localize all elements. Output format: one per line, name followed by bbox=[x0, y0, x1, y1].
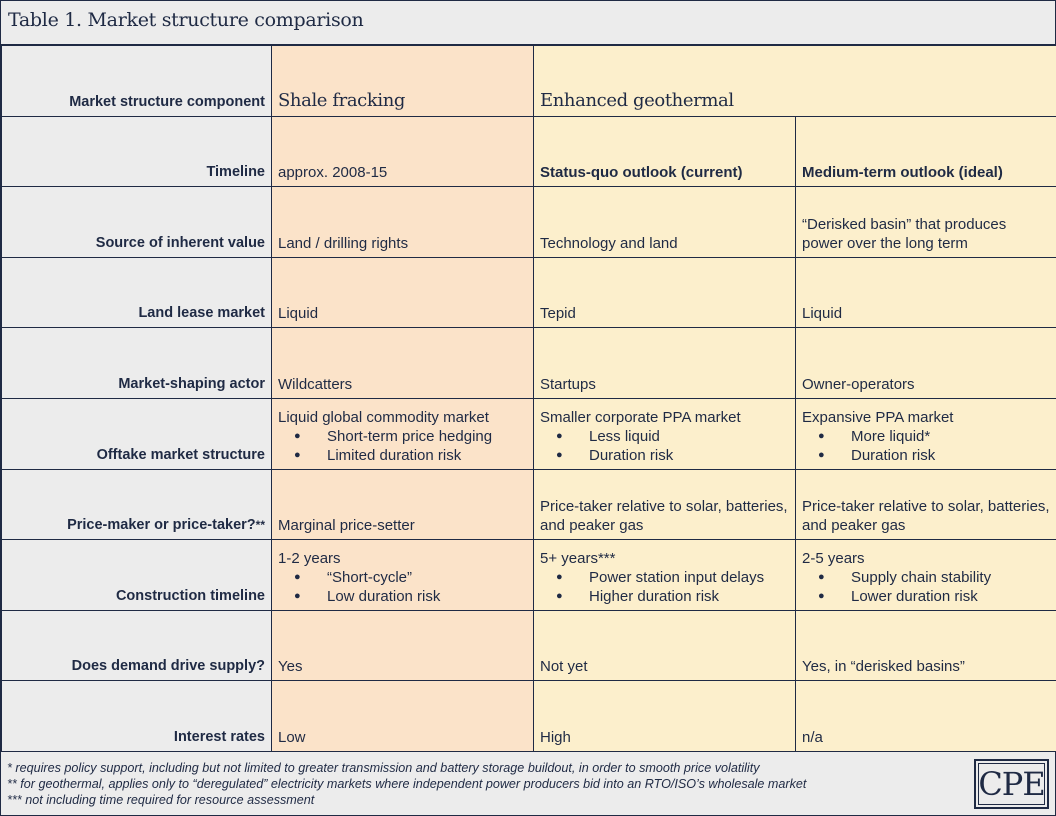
cell-status-price: Price-taker relative to solar, batteries, and peaker gas bbox=[534, 469, 796, 540]
row-label-actor: Market-shaping actor bbox=[2, 328, 272, 399]
cell-status-offtake bbox=[534, 398, 796, 469]
table-row-value bbox=[2, 187, 1056, 258]
cell-status-value: Technology and land bbox=[534, 187, 796, 258]
cell-medium-timeline: Medium-term outlook (ideal) bbox=[796, 116, 1056, 187]
column-header-geothermal: Enhanced geothermal bbox=[534, 46, 1056, 117]
bullet-item: ● Short-term price hedging bbox=[278, 427, 527, 446]
cell-text: Expansive PPA market bbox=[802, 408, 954, 426]
logo-text: CPE bbox=[978, 765, 1045, 803]
cell-shale-construction bbox=[272, 540, 534, 611]
bullet-item: ● Lower duration risk bbox=[802, 587, 1051, 606]
row-label-demand: Does demand drive supply? bbox=[2, 610, 272, 681]
table-row-offtake bbox=[2, 398, 1056, 469]
cell-status-construction bbox=[534, 540, 796, 611]
row-label-timeline: Timeline bbox=[2, 116, 272, 187]
column-header-shale: Shale fracking bbox=[272, 46, 534, 117]
cell-medium-price: Price-taker relative to solar, batteries, and peaker gas bbox=[796, 469, 1056, 540]
cell-medium-construction bbox=[796, 540, 1056, 611]
cell-shale-offtake bbox=[272, 398, 534, 469]
table-row-header bbox=[2, 46, 1056, 117]
footnotes bbox=[7, 760, 806, 808]
cell-text: Liquid global commodity market bbox=[278, 408, 489, 426]
cell-status-actor: Startups bbox=[534, 328, 796, 399]
cell-text: 5+ years*** bbox=[540, 549, 616, 567]
comparison-table bbox=[1, 45, 1056, 752]
cell-medium-interest: n/a bbox=[796, 681, 1056, 752]
cell-medium-demand: Yes, in “derisked basins” bbox=[796, 610, 1056, 681]
table-title: Table 1. Market structure comparison bbox=[8, 9, 364, 31]
bullet-item: ● Duration risk bbox=[540, 446, 789, 465]
row-label-construction: Construction timeline bbox=[2, 540, 272, 611]
table-row-demand bbox=[2, 610, 1056, 681]
table-row-timeline bbox=[2, 116, 1056, 187]
cell-shale-timeline: approx. 2008-15 bbox=[272, 116, 534, 187]
bullet-item: ● Duration risk bbox=[802, 446, 1051, 465]
table-row-construction bbox=[2, 540, 1056, 611]
cell-medium-actor: Owner-operators bbox=[796, 328, 1056, 399]
bullet-list bbox=[802, 427, 1051, 465]
cell-text: Smaller corporate PPA market bbox=[540, 408, 741, 426]
bullet-list bbox=[278, 427, 527, 465]
cell-shale-demand: Yes bbox=[272, 610, 534, 681]
cell-shale-interest: Low bbox=[272, 681, 534, 752]
bullet-list bbox=[278, 568, 527, 606]
bullet-item: ● Limited duration risk bbox=[278, 446, 527, 465]
bullet-list bbox=[802, 568, 1051, 606]
footnote: *** not including time required for resource assessment bbox=[7, 793, 315, 807]
row-label-value: Source of inherent value bbox=[2, 187, 272, 258]
cell-shale-price: Marginal price-setter bbox=[272, 469, 534, 540]
cell-shale-actor: Wildcatters bbox=[272, 328, 534, 399]
bullet-item: ● Supply chain stability bbox=[802, 568, 1051, 587]
cell-status-timeline: Status-quo outlook (current) bbox=[534, 116, 796, 187]
table-row-price bbox=[2, 469, 1056, 540]
row-label-price bbox=[2, 469, 272, 540]
bullet-item: ● Higher duration risk bbox=[540, 587, 789, 606]
cell-medium-lease: Liquid bbox=[796, 257, 1056, 328]
table-row-interest bbox=[2, 681, 1056, 752]
bullet-item: ● Low duration risk bbox=[278, 587, 527, 606]
bullet-item: ● “Short-cycle” bbox=[278, 568, 527, 587]
row-label-lease: Land lease market bbox=[2, 257, 272, 328]
row-label-offtake: Offtake market structure bbox=[2, 398, 272, 469]
cell-medium-value: “Derisked basin” that produces power over the long term bbox=[796, 187, 1056, 258]
cell-status-demand: Not yet bbox=[534, 610, 796, 681]
footnote: ** for geothermal, applies only to “deregulated” electricity markets where independent power producers bid into an RTO/ISO’s wholesale market bbox=[7, 777, 807, 791]
logo-inner-border bbox=[978, 763, 1045, 805]
cell-shale-value: Land / drilling rights bbox=[272, 187, 534, 258]
cell-status-lease: Tepid bbox=[534, 257, 796, 328]
cell-shale-lease: Liquid bbox=[272, 257, 534, 328]
footnote: * requires policy support, including but not limited to greater transmission and battery storage buildout, in order to smooth price volatility bbox=[7, 761, 760, 775]
cpe-logo bbox=[974, 759, 1049, 809]
bullet-item: ● More liquid* bbox=[802, 427, 1051, 446]
row-label-component: Market structure component bbox=[2, 46, 272, 117]
footnote-marker: ** bbox=[255, 518, 265, 533]
bullet-list bbox=[540, 427, 789, 465]
cell-text: 1-2 years bbox=[278, 549, 341, 567]
row-label-interest: Interest rates bbox=[2, 681, 272, 752]
table-row-lease bbox=[2, 257, 1056, 328]
cell-medium-offtake bbox=[796, 398, 1056, 469]
bullet-item: ● Less liquid bbox=[540, 427, 789, 446]
row-label-price-text: Price-maker or price-taker? bbox=[67, 517, 256, 534]
bullet-item: ● Power station input delays bbox=[540, 568, 789, 587]
cell-text: 2-5 years bbox=[802, 549, 865, 567]
cell-status-interest: High bbox=[534, 681, 796, 752]
table-row-actor bbox=[2, 328, 1056, 399]
bullet-list bbox=[540, 568, 789, 606]
